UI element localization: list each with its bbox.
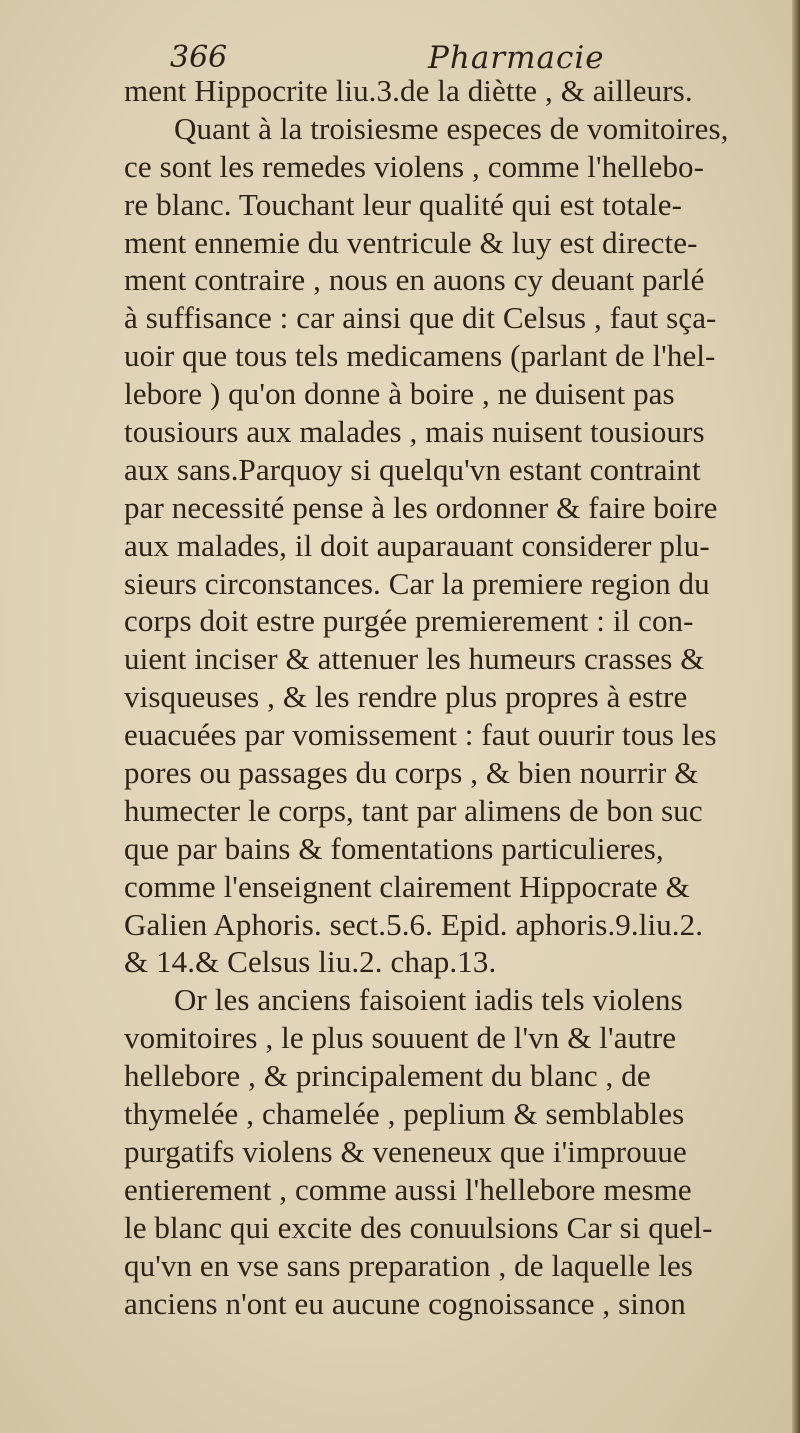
text-line: pores ou passages du corps , & bien nourrir & bbox=[124, 755, 699, 791]
text-line: ment contraire , nous en auons cy deuant parlé bbox=[124, 262, 705, 298]
text-line: ment ennemie du ventricule & luy est directe- bbox=[124, 224, 698, 260]
text-line: & 14.& Celsus liu.2. chap.13. bbox=[124, 944, 497, 980]
text-line: purgatifs violens & veneneux que i'improuue bbox=[124, 1133, 687, 1169]
text-line: re blanc. Touchant leur qualité qui est totale- bbox=[124, 186, 683, 222]
text-line: vomitoires , le plus souuent de l'vn & l'autre bbox=[124, 1020, 677, 1056]
text-line: ce sont les remedes violens , comme l'hellebo- bbox=[124, 148, 705, 184]
text-line: tousiours aux malades , mais nuisent tousiours bbox=[124, 414, 705, 450]
text-line: entierement , comme aussi l'hellebore mesme bbox=[124, 1171, 692, 1207]
text-line: sieurs circonstances. Car la premiere region du bbox=[124, 565, 710, 601]
text-line: qu'vn en vse sans preparation , de laquelle les bbox=[124, 1247, 693, 1283]
text-line: uient inciser & attenuer les humeurs crasses & bbox=[124, 641, 705, 677]
text-line: hellebore , & principalement du blanc , de bbox=[124, 1058, 651, 1094]
text-line: que par bains & fomentations particulieres, bbox=[124, 830, 664, 866]
text-line: à suffisance : car ainsi que dit Celsus , faut sça- bbox=[124, 300, 717, 336]
text-line: comme l'enseignent clairement Hippocrate & bbox=[124, 868, 690, 904]
text-line: euacuées par vomissement : faut ouurir tous les bbox=[124, 717, 717, 753]
text-line: ment Hippocrite liu.3.de la diètte , & ailleurs. bbox=[124, 73, 693, 108]
text-line: corps doit estre purgée premierement : il con- bbox=[124, 603, 694, 639]
text-line: Galien Aphoris. sect.5.6. Epid. aphoris.9.liu.2. bbox=[124, 906, 704, 942]
text-line: anciens n'ont eu aucune cognoissance , sinon bbox=[124, 1285, 686, 1321]
text-line: humecter le corps, tant par alimens de bon suc bbox=[124, 792, 703, 828]
text-line: aux malades, il doit auparauant considerer plu- bbox=[124, 527, 710, 563]
text-line: par necessité pense à les ordonner & faire boire bbox=[124, 489, 718, 525]
running-title: Pharmacie bbox=[428, 40, 605, 76]
body-text bbox=[124, 72, 796, 1322]
text-line: Or les anciens faisoient iadis tels violens bbox=[174, 982, 683, 1018]
text-line: aux sans.Parquoy si quelqu'vn estant contraint bbox=[124, 451, 701, 487]
text-line: le blanc qui excite des conuulsions Car si quel- bbox=[124, 1209, 713, 1245]
text-line: thymelée , chamelée , peplium & semblables bbox=[124, 1096, 685, 1132]
text-line: Quant à la troisiesme especes de vomitoires, bbox=[174, 110, 729, 146]
text-line: uoir que tous tels medicamens (parlant de l'hel- bbox=[124, 338, 716, 374]
text-line: lebore ) qu'on donne à boire , ne duisent pas bbox=[124, 376, 675, 412]
text-line: visqueuses , & les rendre plus propres à estre bbox=[124, 679, 688, 715]
page-number: 366 bbox=[170, 40, 228, 75]
